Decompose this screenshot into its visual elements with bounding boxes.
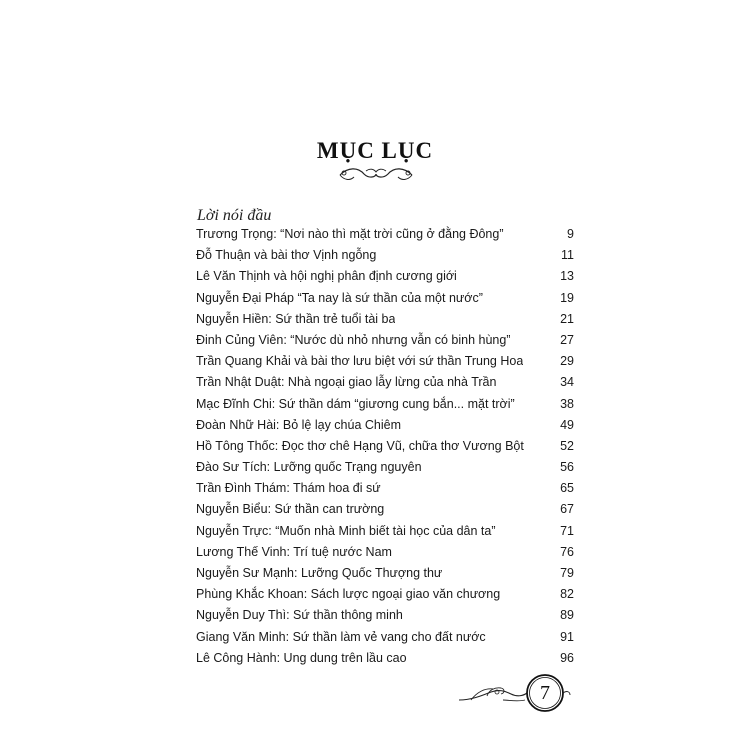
toc-entry-page: 13 xyxy=(560,269,574,284)
toc-entry xyxy=(196,245,574,266)
toc-entry-page: 9 xyxy=(567,227,574,241)
toc-entry-page: 38 xyxy=(560,396,574,411)
toc-entry-title: Phùng Khắc Khoan: Sách lược ngoại giao văn chương xyxy=(196,587,501,602)
page-number: 7 xyxy=(540,682,550,704)
toc-entry xyxy=(196,584,574,605)
toc-entry-title: Nguyễn Sư Mạnh: Lưỡng Quốc Thượng thư xyxy=(196,566,443,580)
toc-entry xyxy=(196,415,574,436)
toc-entry-page: 96 xyxy=(560,650,574,665)
toc-entry-title: Trần Quang Khải và bài thơ lưu biệt với sứ thần Trung Hoa xyxy=(196,354,524,369)
toc-entry-title: Mạc Đĩnh Chi: Sứ thần dám “giương cung bắn... mặt trời” xyxy=(196,396,515,411)
toc-entry xyxy=(196,563,574,584)
toc-entry xyxy=(196,542,574,563)
toc-entry xyxy=(196,436,574,457)
toc-entry-page: 11 xyxy=(561,248,574,263)
toc-entry xyxy=(196,627,574,648)
toc-entry-title: Lê Văn Thịnh và hội nghị phân định cương giới xyxy=(196,269,457,284)
toc-entry-page: 27 xyxy=(560,332,574,347)
toc-entry xyxy=(196,372,574,393)
flourish-ornament-icon xyxy=(336,163,416,185)
page-title: MỤC LỤC xyxy=(316,138,434,163)
toc-entry-page: 52 xyxy=(560,438,574,453)
toc-entry xyxy=(196,330,574,351)
toc-entry-title: Đào Sư Tích: Lưỡng quốc Trạng nguyên xyxy=(196,460,422,475)
toc-entry-title: Nguyễn Trực: “Muốn nhà Minh biết tài học của dân ta” xyxy=(196,523,496,538)
toc-entry xyxy=(196,309,574,330)
toc-entry-title: Nguyễn Duy Thì: Sứ thần thông minh xyxy=(196,608,403,623)
toc-entry-title: Nguyễn Hiền: Sứ thần trẻ tuổi tài ba xyxy=(196,311,396,326)
toc-entry xyxy=(196,605,574,626)
toc-entry-page: 76 xyxy=(560,544,574,559)
toc-entry xyxy=(196,351,574,372)
toc-entry-title: Đỗ Thuận và bài thơ Vịnh ngỗng xyxy=(196,248,377,263)
toc-entry-page: 71 xyxy=(560,523,574,538)
toc-entry xyxy=(196,394,574,415)
toc-entry-title: Trần Nhật Duật: Nhà ngoại giao lẫy lừng của nhà Trần xyxy=(196,375,497,390)
toc-entry-title: Lương Thế Vinh: Trí tuệ nước Nam xyxy=(196,544,392,559)
toc-entry-page: 89 xyxy=(560,608,574,623)
toc-entry-page: 65 xyxy=(560,481,574,496)
toc-entry-title: Hồ Tông Thốc: Đọc thơ chê Hạng Vũ, chữa thơ Vương Bột xyxy=(196,438,524,453)
toc-entry-page: 91 xyxy=(560,629,574,644)
toc-entry xyxy=(196,521,574,542)
toc-entry xyxy=(196,224,574,245)
toc-entry-page: 21 xyxy=(560,311,574,326)
toc-entry-title: Trần Đình Thám: Thám hoa đi sứ xyxy=(196,481,381,496)
toc-entry xyxy=(196,478,574,499)
toc-entry xyxy=(196,648,574,669)
toc-entry-title: Đoàn Nhữ Hài: Bỏ lệ lạy chúa Chiêm xyxy=(196,417,401,432)
toc-entry-page: 82 xyxy=(560,587,574,602)
toc-entry-page: 49 xyxy=(560,417,574,432)
toc-entry-title: Trương Trọng: “Nơi nào thì mặt trời cũng ở đằng Đông” xyxy=(196,227,504,241)
toc-entry-page: 19 xyxy=(560,290,574,305)
toc-entry-title: Lê Công Hành: Ung dung trên lầu cao xyxy=(196,650,407,665)
toc-entry-page: 67 xyxy=(560,502,574,517)
table-of-contents xyxy=(196,224,574,669)
foreword-entry: Lời nói đầu xyxy=(197,207,272,224)
toc-entry-title: Nguyễn Biểu: Sứ thần can trường xyxy=(196,502,385,517)
toc-entry xyxy=(196,288,574,309)
toc-entry-title: Nguyễn Đại Pháp “Ta nay là sứ thần của một nước” xyxy=(196,290,483,305)
toc-entry-page: 29 xyxy=(560,354,574,369)
toc-entry xyxy=(196,266,574,287)
toc-entry xyxy=(196,457,574,478)
toc-entry xyxy=(196,499,574,520)
toc-entry-page: 34 xyxy=(560,375,574,390)
toc-entry-title: Giang Văn Minh: Sứ thần làm vẻ vang cho đất nước xyxy=(196,629,486,644)
toc-entry-page: 79 xyxy=(560,566,574,580)
toc-entry-title: Đinh Củng Viên: “Nước dù nhỏ nhưng vẫn có binh hùng” xyxy=(196,332,511,347)
toc-entry-page: 56 xyxy=(560,460,574,475)
